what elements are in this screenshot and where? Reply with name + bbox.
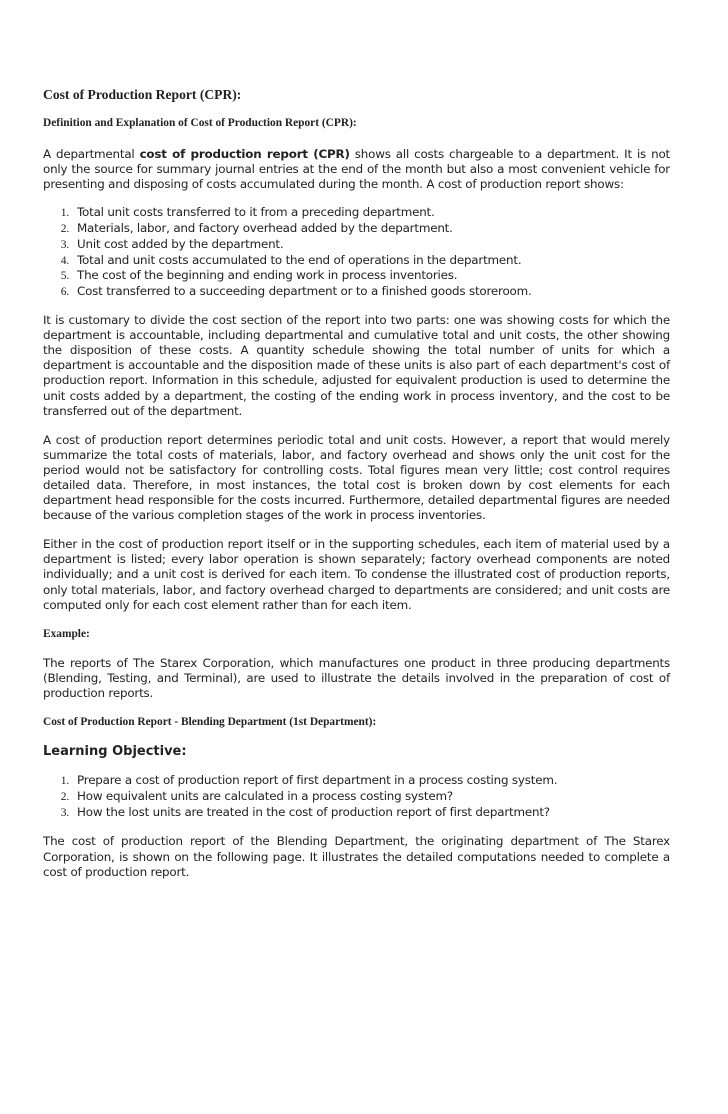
list-number: 1. <box>60 775 69 788</box>
list-number: 3. <box>60 806 69 819</box>
list-number: 3. <box>60 238 69 251</box>
list-text: Materials, labor, and factory overhead added by the department. <box>77 221 453 236</box>
list-number: 2. <box>60 790 69 803</box>
list-number: 4. <box>60 254 69 267</box>
list-text: Total and unit costs accumulated to the end of operations in the department. <box>77 252 522 267</box>
closing-paragraph: The cost of production report of the Blending Department, the originating department of The Starex Corporation, is shown on the following page. It illustrates the detailed computations needed to complete a cost of production report. <box>43 834 670 879</box>
page-title: Cost of Production Report (CPR): <box>43 87 242 102</box>
body-paragraph: A cost of production report determines periodic total and unit costs. However, a report that would merely summarize the total costs of materials, labor, and factory overhead and shows only the unit cost for the period would not be satisfactory for controlling costs. Total figures mean very little; cost control requires detailed data. Therefore, in most instances, the total cost is broken down by cost elements for each department head responsible for the costs incurred. Furthermore, detailed departmental figures are needed because of the various completion stages of the work in process inventories. <box>43 432 670 523</box>
list-item <box>43 773 670 789</box>
list-item <box>43 205 670 221</box>
body-paragraph: Either in the cost of production report itself or in the supporting schedules, each item of material used by a department is listed; every labor operation is shown separately; factory overhead components are noted individually; and a unit cost is derived for each item. To condense the illustrated cost of production reports, only total materials, labor, and factory overhead charged to departments are considered; and unit costs are computed only for each cost element rather than for each item. <box>43 537 670 612</box>
report-contents-list <box>43 205 670 300</box>
list-number: 6. <box>60 286 69 299</box>
intro-pre-text: A departmental <box>43 147 140 161</box>
learning-objectives-list <box>43 773 670 820</box>
list-text: Total unit costs transferred to it from a preceding department. <box>77 205 435 220</box>
list-text: Cost transferred to a succeeding department or to a finished goods storeroom. <box>77 284 532 299</box>
intro-post-text: shows all costs chargeable to a department. It is not only the source for summary journal entries at the end of the month but also a most convenient vehicle for presenting and disposing of costs accumulated during the month. A cost of production report shows: <box>43 147 670 192</box>
example-heading: Example: <box>43 627 90 640</box>
list-number: 2. <box>60 223 69 236</box>
learning-objective-heading: Learning Objective: <box>43 744 187 760</box>
list-item <box>43 253 670 269</box>
list-item <box>43 805 670 821</box>
list-number: 1. <box>60 207 69 220</box>
body-paragraph: It is customary to divide the cost section of the report into two parts: one was showing costs for which the department is accountable, including departmental and cumulative total and unit costs, the other showing the disposition of these costs. A quantity schedule showing the total number of units for which a department is accountable and the disposition made of these units is also part of each department's cost of production report. Information in this schedule, adjusted for equivalent production is used to determine the unit costs added by a department, the costing of the ending work in process inventory, and the cost to be transferred out of the department. <box>43 313 670 418</box>
document-page <box>43 86 670 880</box>
blending-heading: Cost of Production Report - Blending Department (1st Department): <box>43 716 377 729</box>
list-item <box>43 789 670 805</box>
list-number: 5. <box>60 270 69 283</box>
list-text: Prepare a cost of production report of first department in a process costing system. <box>77 773 558 788</box>
list-text: How the lost units are treated in the cost of production report of first department? <box>77 804 550 819</box>
list-item <box>43 221 670 237</box>
list-text: How equivalent units are calculated in a process costing system? <box>77 788 453 803</box>
intro-bold-term: cost of production report (CPR) <box>139 147 350 161</box>
list-text: Unit cost added by the department. <box>77 236 284 251</box>
intro-paragraph <box>43 147 670 192</box>
list-item <box>43 284 670 300</box>
list-item <box>43 268 670 284</box>
list-text: The cost of the beginning and ending work in process inventories. <box>77 268 458 283</box>
list-item <box>43 237 670 253</box>
example-paragraph: The reports of The Starex Corporation, which manufactures one product in three producing departments (Blending, Testing, and Terminal), are used to illustrate the details involved in the preparation of cost of production reports. <box>43 655 670 700</box>
definition-heading: Definition and Explanation of Cost of Production Report (CPR): <box>43 117 357 129</box>
